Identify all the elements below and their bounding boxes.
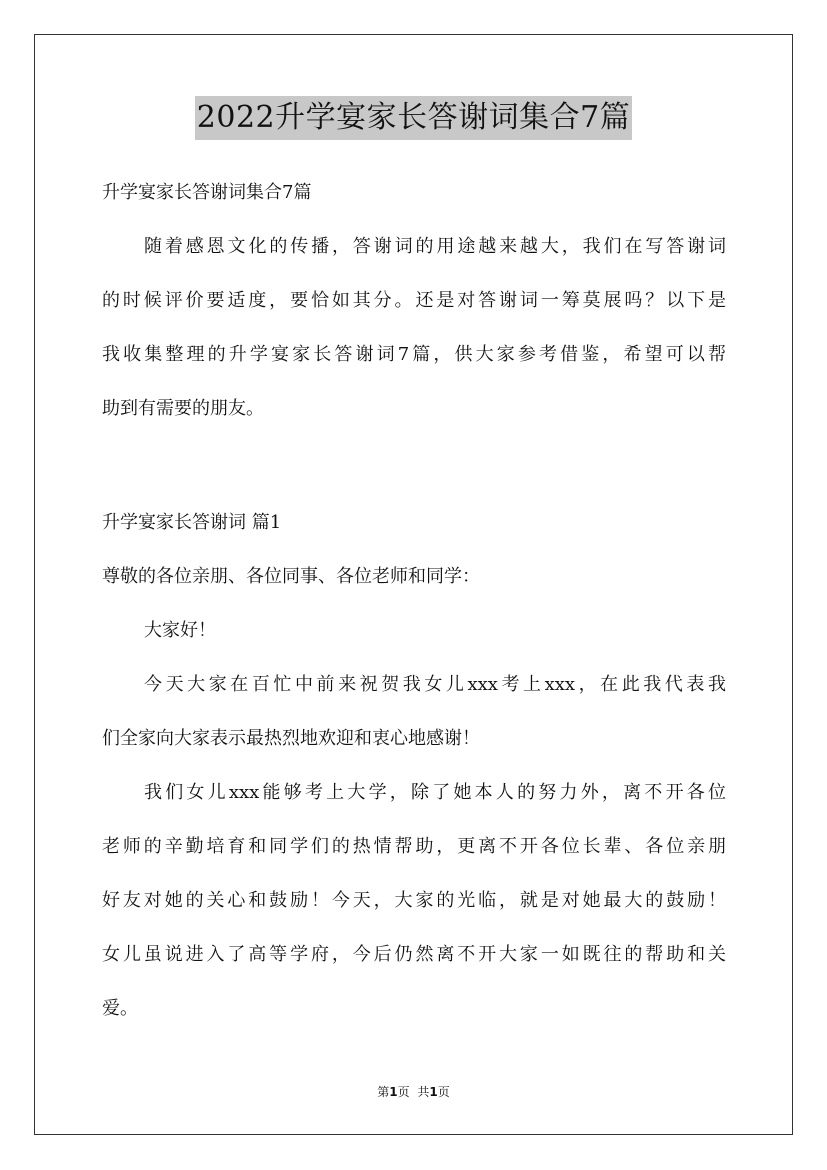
paragraph-gap xyxy=(102,440,726,500)
intro-line: 助到有需要的朋友。 xyxy=(102,398,264,419)
page-suffix: 页 xyxy=(397,1085,410,1099)
section-heading: 升学宴家长答谢词 篇1 xyxy=(102,512,282,533)
document-subtitle: 升学宴家长答谢词集合7篇 xyxy=(102,182,312,203)
title-container xyxy=(0,96,827,140)
greeting: 大家好！ xyxy=(144,620,216,641)
paragraph-line: 好友对她的关心和鼓励！今天，大家的光临，就是对她最大的鼓励！ xyxy=(102,890,726,911)
paragraph-line: 们全家向大家表示最热烈地欢迎和衷心地感谢！ xyxy=(102,728,480,749)
intro-line: 的时候评价要适度，要恰如其分。还是对答谢词一筹莫展吗？以下是 xyxy=(102,290,726,311)
page-footer xyxy=(0,1083,827,1101)
page-prefix: 第 xyxy=(377,1085,390,1099)
salutation: 尊敬的各位亲朋、各位同事、各位老师和同学： xyxy=(102,566,480,587)
paragraph-line: 爱。 xyxy=(102,998,138,1019)
document-title: 2022升学宴家长答谢词集合7篇 xyxy=(195,96,632,140)
intro-line: 随着感恩文化的传播，答谢词的用途越来越大，我们在写答谢词 xyxy=(144,236,726,257)
total-suffix: 页 xyxy=(437,1085,450,1099)
total-pages: 1 xyxy=(429,1085,438,1099)
document-body xyxy=(102,170,726,1040)
paragraph-line: 老师的辛勤培育和同学们的热情帮助，更离不开各位长辈、各位亲朋 xyxy=(102,836,726,857)
paragraph-line: 女儿虽说进入了高等学府，今后仍然离不开大家一如既往的帮助和关 xyxy=(102,944,726,965)
page-number: 1 xyxy=(389,1085,398,1099)
intro-line: 我收集整理的升学宴家长答谢词7篇，供大家参考借鉴，希望可以帮 xyxy=(102,344,726,365)
paragraph-line: 我们女儿xxx能够考上大学，除了她本人的努力外，离不开各位 xyxy=(144,782,726,803)
total-prefix: 共 xyxy=(417,1085,430,1099)
paragraph-line: 今天大家在百忙中前来祝贺我女儿xxx考上xxx，在此我代表我 xyxy=(144,674,726,695)
